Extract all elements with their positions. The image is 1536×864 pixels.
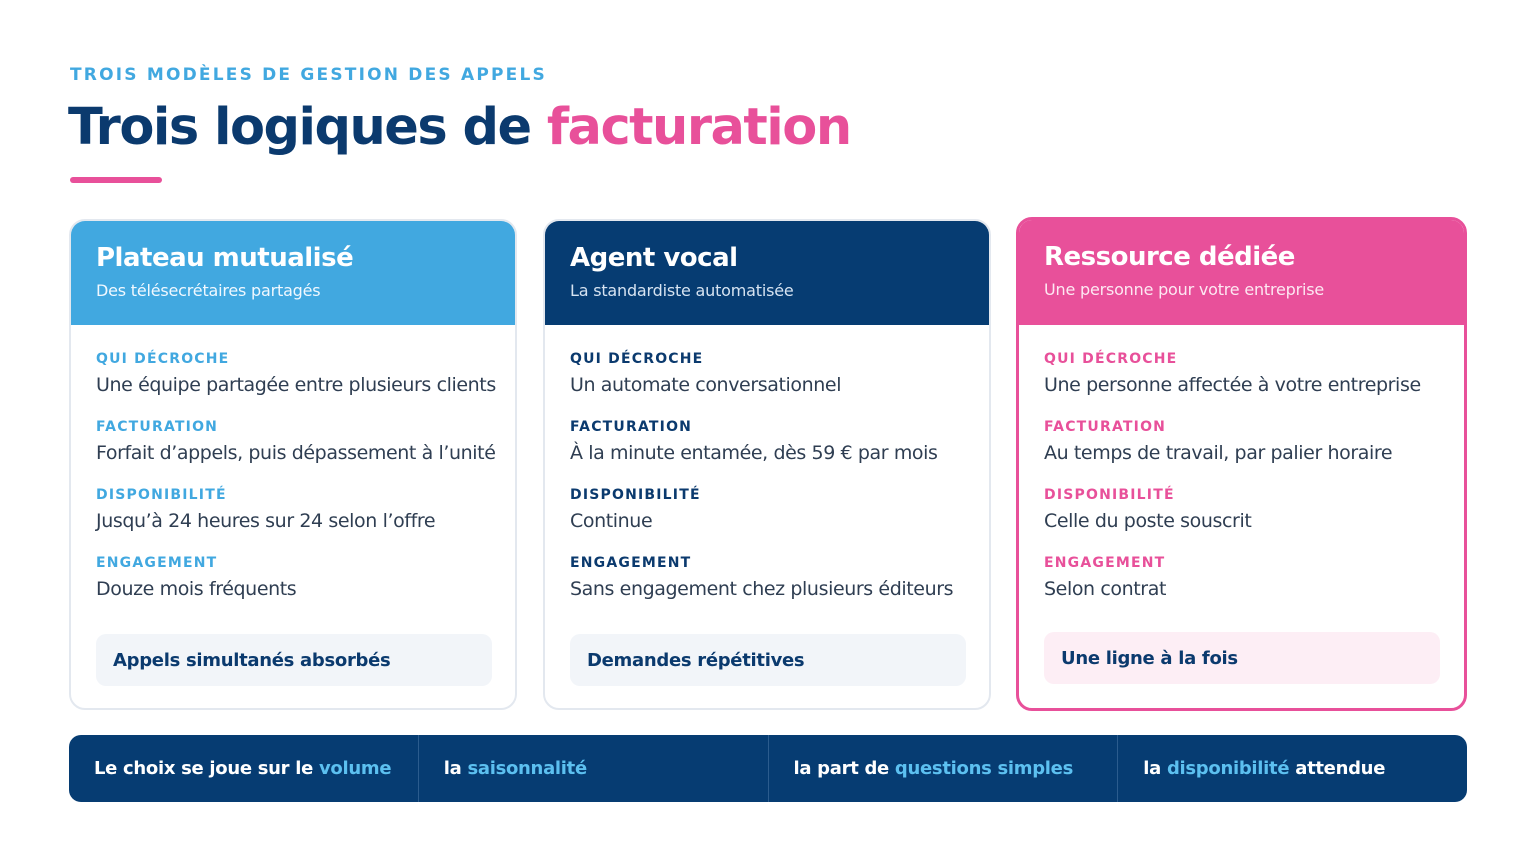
card-body xyxy=(545,325,989,623)
criteria-text: la xyxy=(1143,758,1167,779)
card-title: Plateau mutualisé xyxy=(96,243,354,273)
row-value: Au temps de travail, par palier horaire xyxy=(1044,442,1393,464)
row-value: Sans engagement chez plusieurs éditeurs xyxy=(570,578,954,600)
row-label: DISPONIBILITÉ xyxy=(570,487,701,503)
card-title: Agent vocal xyxy=(570,243,738,273)
title-accent: facturation xyxy=(546,98,851,157)
card-body xyxy=(71,325,515,623)
row-value: Forfait d’appels, puis dépassement à l’unité xyxy=(96,442,496,464)
criteria-text: Le choix se joue sur le xyxy=(94,758,319,779)
row-value: Selon contrat xyxy=(1044,578,1167,600)
row-label: ENGAGEMENT xyxy=(570,555,692,571)
row-value: Une personne affectée à votre entreprise xyxy=(1044,374,1421,396)
criteria-bar xyxy=(69,735,1467,802)
info-row xyxy=(96,419,515,487)
card-title: Ressource dédiée xyxy=(1044,242,1295,272)
row-value: Une équipe partagée entre plusieurs clients xyxy=(96,374,496,396)
title-main: Trois logiques de xyxy=(68,98,547,157)
criteria-text: la xyxy=(443,758,468,779)
info-row xyxy=(96,555,515,623)
criteria-highlight: saisonnalité xyxy=(467,758,587,779)
criteria-text: attendue xyxy=(1289,758,1386,779)
card-agent-vocal xyxy=(543,219,991,710)
card-body xyxy=(1019,325,1464,623)
info-row xyxy=(570,419,989,487)
card-tag: Appels simultanés absorbés xyxy=(96,634,492,686)
criteria-text: la part de xyxy=(793,758,895,779)
row-value: Jusqu’à 24 heures sur 24 selon l’offre xyxy=(96,510,436,532)
criteria-highlight: disponibilité xyxy=(1166,758,1290,779)
criteria-highlight: questions simples xyxy=(894,758,1073,779)
page-title xyxy=(68,98,851,157)
card-plateau-mutualise xyxy=(69,219,517,710)
criteria-disponibilite xyxy=(1118,735,1467,802)
info-row xyxy=(570,351,989,419)
title-underline xyxy=(70,177,162,183)
card-header xyxy=(71,221,515,325)
row-label: QUI DÉCROCHE xyxy=(570,351,704,367)
row-label: QUI DÉCROCHE xyxy=(96,351,230,367)
info-row xyxy=(570,487,989,555)
row-label: DISPONIBILITÉ xyxy=(1044,487,1175,503)
info-row xyxy=(1044,419,1464,487)
row-value: Un automate conversationnel xyxy=(570,374,842,396)
card-header xyxy=(545,221,989,325)
row-label: ENGAGEMENT xyxy=(96,555,218,571)
criteria-questions xyxy=(769,735,1119,802)
info-row xyxy=(1044,555,1464,623)
info-row xyxy=(1044,487,1464,555)
card-header xyxy=(1019,220,1464,325)
row-label: QUI DÉCROCHE xyxy=(1044,351,1178,367)
card-tag: Demandes répétitives xyxy=(570,634,966,686)
card-subtitle: La standardiste automatisée xyxy=(570,281,794,300)
criteria-highlight: volume xyxy=(318,758,392,779)
row-label: FACTURATION xyxy=(96,419,219,435)
row-value: À la minute entamée, dès 59 € par mois xyxy=(570,442,938,464)
row-value: Douze mois fréquents xyxy=(96,578,297,600)
row-value: Continue xyxy=(570,510,653,532)
card-ressource-dediee xyxy=(1016,217,1467,711)
info-row xyxy=(96,487,515,555)
info-row xyxy=(570,555,989,623)
info-row xyxy=(96,351,515,419)
criteria-saisonnalite xyxy=(419,735,769,802)
row-value: Celle du poste souscrit xyxy=(1044,510,1252,532)
row-label: ENGAGEMENT xyxy=(1044,555,1166,571)
card-subtitle: Une personne pour votre entreprise xyxy=(1044,280,1325,299)
row-label: DISPONIBILITÉ xyxy=(96,487,227,503)
row-label: FACTURATION xyxy=(1044,419,1167,435)
row-label: FACTURATION xyxy=(570,419,693,435)
card-subtitle: Des télésecrétaires partagés xyxy=(96,281,321,300)
card-tag: Une ligne à la fois xyxy=(1044,632,1440,684)
eyebrow: TROIS MODÈLES DE GESTION DES APPELS xyxy=(70,65,547,85)
criteria-volume xyxy=(69,735,419,802)
info-row xyxy=(1044,351,1464,419)
